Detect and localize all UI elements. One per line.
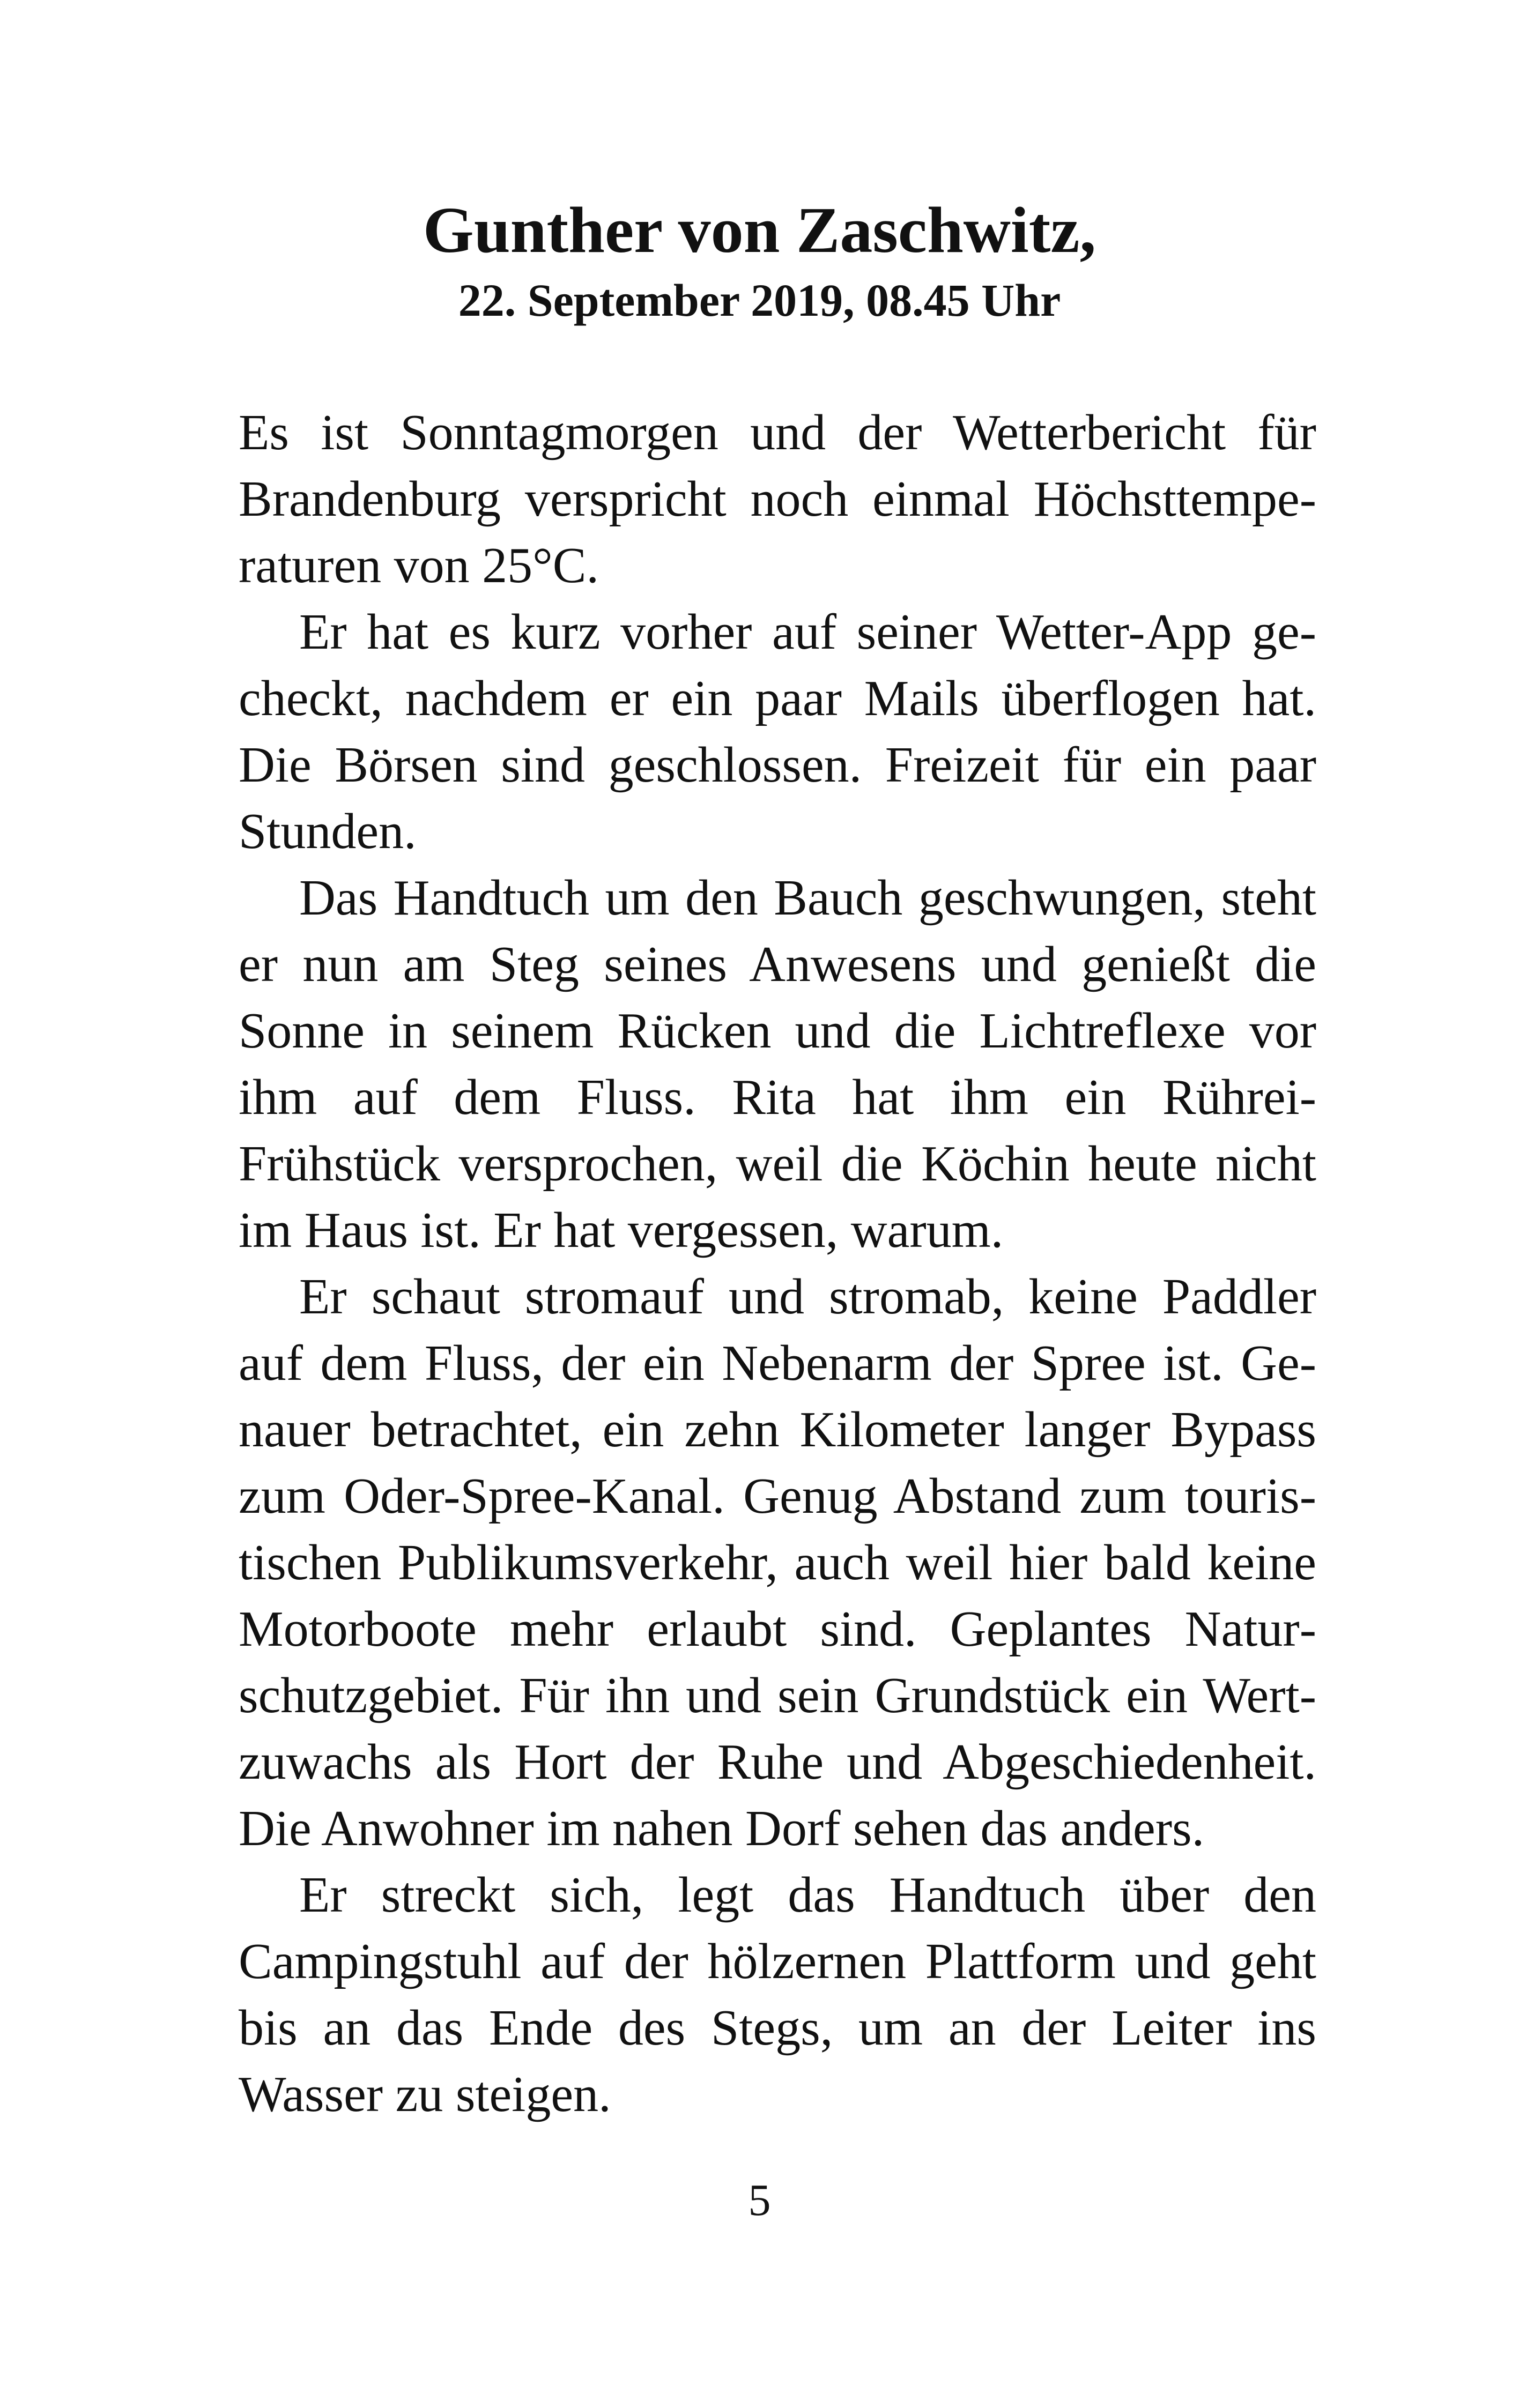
paragraph-4: Er schaut stromauf und stromab, keine Paddler auf dem Fluss, der ein Nebenarm der Spree ist. Genauer betrachtet, ein zehn Kilometer langer Bypass zum Oder-Spree-Kanal. Genug Abstand zum touristischen Publikumsverkehr, auch weil hier bald keine Motorboote mehr erlaubt sind. Geplantes Naturschutzgebiet. Für ihn und sein Grundstück ein Wertzuwachs als Hort der Ruhe und Abgeschiedenheit. Die Anwohner im nahen Dorf sehen das anders.	[239, 1269, 1316, 1856]
chapter-date-subtitle: 22. September 2019, 08.45 Uhr	[458, 274, 1061, 326]
chapter-body	[239, 399, 1316, 2128]
paragraph-5: Er streckt sich, legt das Handtuch über den Campingstuhl auf der hölzernen Plattform und geht bis an das Ende des Stegs, um an der Leiter ins Wasser zu steigen.	[239, 1867, 1316, 2122]
page-number: 5	[748, 2175, 771, 2225]
chapter-title: Gunther von Zaschwitz,	[423, 194, 1096, 266]
paragraph-1: Es ist Sonntagmorgen und der Wetterbericht für Brandenburg verspricht noch einmal Höchsttemperaturen von 25°C.	[239, 405, 1316, 593]
paragraph-3: Das Handtuch um den Bauch geschwungen, steht er nun am Steg seines Anwesens und genießt die Sonne in seinem Rücken und die Lichtreflexe vor ihm auf dem Fluss. Rita hat ihm ein Rührei-Frühstück versprochen, weil die Köchin heute nicht im Haus ist. Er hat vergessen, warum.	[239, 870, 1316, 1258]
paragraph-2: Er hat es kurz vorher auf seiner Wetter-App gecheckt, nachdem er ein paar Mails überflogen hat. Die Börsen sind geschlossen. Freizeit für ein paar Stunden.	[239, 604, 1316, 859]
